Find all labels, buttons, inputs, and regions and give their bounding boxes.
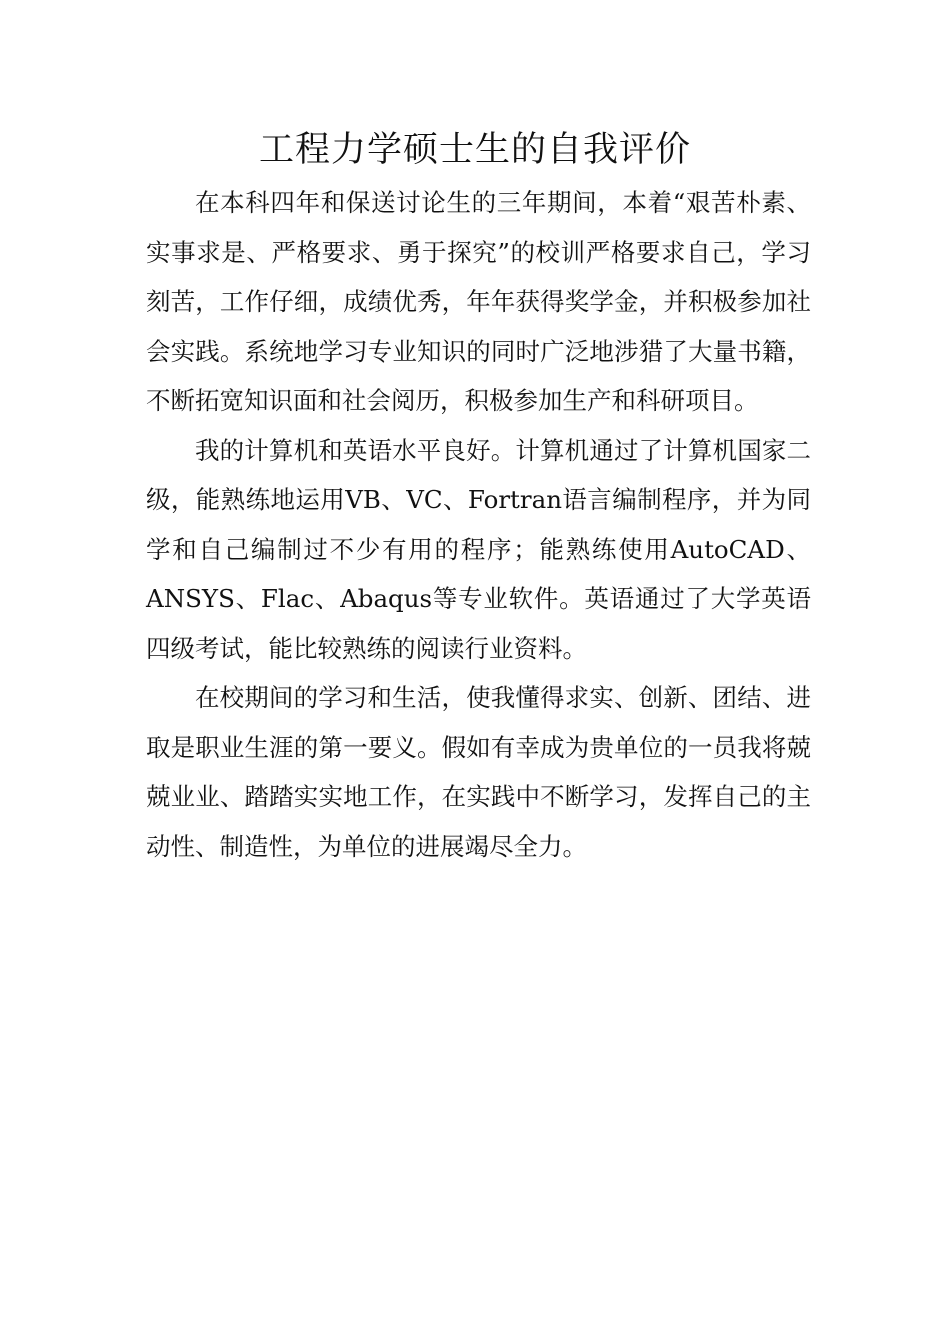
document-title: 工程力学硕士生的自我评价	[258, 130, 691, 170]
document-body	[146, 178, 811, 871]
paragraph-skills: 我的计算机和英语水平良好。计算机通过了计算机国家二级，能熟练地运用VB、VC、Fortran语言编制程序，并为同学和自己编制过不少有用的程序；能熟练使用AutoCAD、ANSYS、Flac、Abaqus等专业软件。英语通过了大学英语四级考试，能比较熟练的阅读行业资料。	[146, 435, 811, 663]
paragraph-outlook: 在校期间的学习和生活，使我懂得求实、创新、团结、进取是职业生涯的第一要义。假如有幸成为贵单位的一员我将兢兢业业、踏踏实实地工作，在实践中不断学习，发挥自己的主动性、制造性，为单位的进展竭尽全力。	[146, 683, 811, 861]
paragraph-study: 在本科四年和保送讨论生的三年期间，本着“艰苦朴素、实事求是、严格要求、勇于探究”的校训严格要求自己，学习刻苦，工作仔细，成绩优秀，年年获得奖学金，并积极参加社会实践。系统地学习专业知识的同时广泛地涉猎了大量书籍，不断拓宽知识面和社会阅历，积极参加生产和科研项目。	[146, 188, 811, 415]
